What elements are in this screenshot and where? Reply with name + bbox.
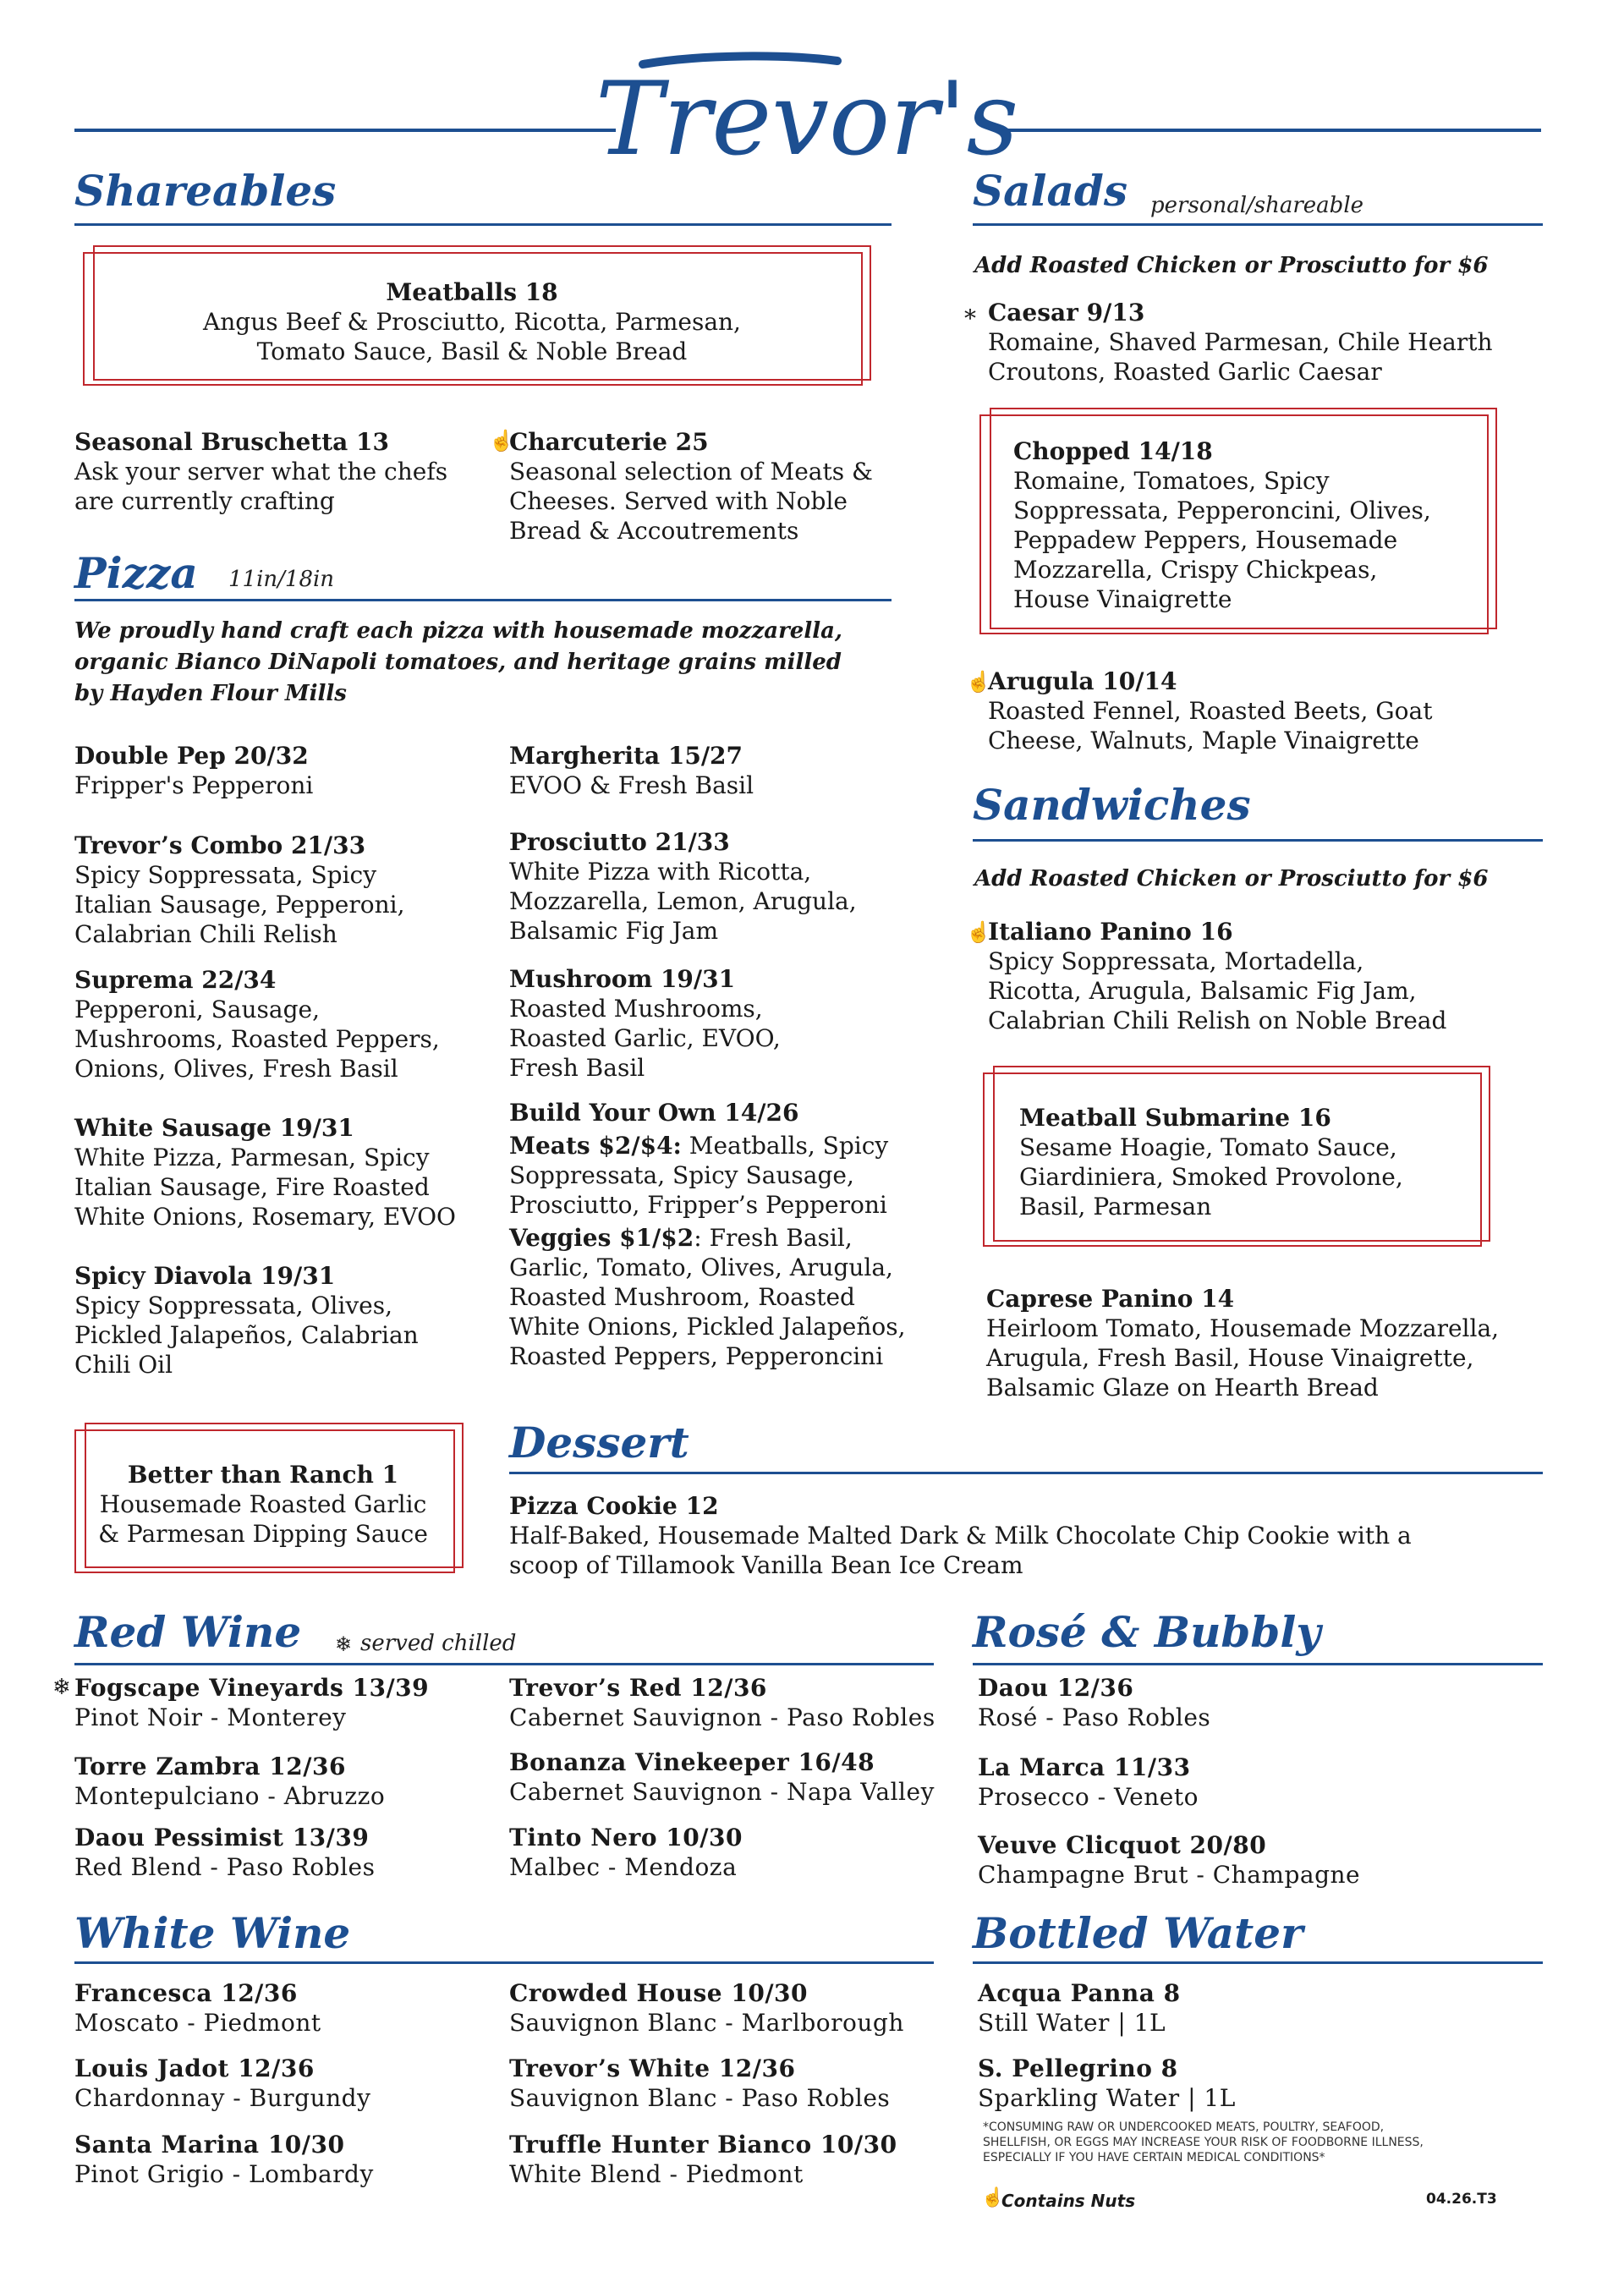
pizza-rule <box>74 599 892 601</box>
wine-trevors-red: Trevor’s Red 12/36 Cabernet Sauvignon - Paso Robles <box>509 1674 935 1731</box>
sandwiches-rule <box>973 839 1543 842</box>
red-wine-rule <box>74 1663 934 1665</box>
wine-santa-marina: Santa Marina 10/30 Pinot Grigio - Lombardy <box>74 2131 374 2188</box>
menu-item-build-your-own: Build Your Own 14/26 Meats $2/$4: Meatballs, Spicy Soppressata, Spicy Sausage, Prosciutto, Fripper’s Pepperoni Veggies $1/$2: Fresh Basil, Garlic, Tomato, Olives, Arugula, Roasted Mushroom, Roasted White Onions, Pickled Jalapeños, Roasted Peppers, Pepperoncini <box>509 1099 906 1370</box>
wine-truffle-hunter: Truffle Hunter Bianco 10/30 White Blend - Piedmont <box>509 2131 897 2188</box>
white-wine-title: White Wine <box>74 1908 351 1958</box>
sandwiches-note: Add Roasted Chicken or Prosciutto for $6 <box>974 866 1489 891</box>
bottled-water-title: Bottled Water <box>973 1908 1303 1958</box>
pizza-note: We proudly hand craft each pizza with housemade mozzarella, organic Bianco DiNapoli tomatoes, and heritage grains milled by Hayden Flour Mills <box>74 618 842 706</box>
contains-nuts-icon: ☝ <box>489 429 514 453</box>
salads-note: Add Roasted Chicken or Prosciutto for $6 <box>974 253 1489 278</box>
salads-title: Salads <box>973 166 1128 216</box>
contains-nuts-icon: ☝ <box>981 2187 1005 2208</box>
menu-item-spicy-diavola: Spicy Diavola 19/31 Spicy Soppressata, Olives, Pickled Jalapeños, Calabrian Chili Oil <box>74 1262 419 1379</box>
white-wine-rule <box>74 1961 934 1964</box>
menu-item-caesar: Caesar 9/13 Romaine, Shaved Parmesan, Chile Hearth Croutons, Roasted Garlic Caesar <box>988 299 1493 386</box>
brand-name: Trevor's <box>595 61 1019 178</box>
menu-code: 04.26.T3 <box>1426 2191 1497 2208</box>
menu-item-ranch: Better than Ranch 1 Housemade Roasted Garlic & Parmesan Dipping Sauce <box>98 1461 428 1548</box>
menu-item-caprese-panino: Caprese Panino 14 Heirloom Tomato, Housemade Mozzarella, Arugula, Fresh Basil, House Vinaigrette, Balsamic Glaze on Hearth Bread <box>986 1285 1500 1402</box>
red-wine-title: Red Wine <box>74 1607 302 1657</box>
raw-warning-mark: * <box>964 304 976 332</box>
menu-item-bruschetta: Seasonal Bruschetta 13 Ask your server what the chefs are currently crafting <box>74 428 448 515</box>
shareables-rule <box>74 223 892 226</box>
snowflake-icon: ❄ <box>52 1675 71 1700</box>
contains-nuts-icon: ☝ <box>966 920 991 944</box>
menu-item-chopped: Chopped 14/18 Romaine, Tomatoes, Spicy Soppressata, Pepperoncini, Olives, Peppadew Peppers, Housemade Mozzarella, Crispy Chickpeas, House Vinaigrette <box>1013 437 1431 613</box>
charcuterie-desc: Seasonal selection of Meats & Cheeses. Served with Noble Bread & Accoutrements <box>509 458 873 545</box>
pizza-title: Pizza <box>74 548 198 598</box>
dessert-rule <box>509 1472 1543 1474</box>
menu-item-italiano-panino: Italiano Panino 16 Spicy Soppressata, Mortadella, Ricotta, Arugula, Balsamic Fig Jam, Calabrian Chili Relish on Noble Bread <box>988 918 1447 1034</box>
menu-item-charcuterie: Charcuterie 25 <box>509 428 709 456</box>
salads-sub: personal/shareable <box>1150 193 1364 218</box>
contains-nuts-label: Contains Nuts <box>1001 2191 1136 2211</box>
wine-trevors-white: Trevor’s White 12/36 Sauvignon Blanc - Paso Robles <box>509 2054 891 2112</box>
wine-veuve-clicquot: Veuve Clicquot 20/80 Champagne Brut - Champagne <box>978 1831 1361 1889</box>
wine-tinto-nero: Tinto Nero 10/30 Malbec - Mendoza <box>509 1824 743 1881</box>
header-rule-right <box>1008 129 1541 132</box>
rose-bubbly-title: Rosé & Bubbly <box>973 1607 1321 1657</box>
brand-logo <box>595 52 1019 196</box>
wine-torre-zambra: Torre Zambra 12/36 Montepulciano - Abruzzo <box>74 1753 386 1810</box>
shareables-title: Shareables <box>74 166 337 216</box>
bottled-water-rule <box>973 1961 1543 1964</box>
menu-item-margherita: Margherita 15/27 EVOO & Fresh Basil <box>509 742 754 799</box>
dessert-title: Dessert <box>509 1418 689 1467</box>
menu-item-meatballs: Meatballs 18 Angus Beef & Prosciutto, Ricotta, Parmesan, Tomato Sauce, Basil & Noble Bread <box>203 278 741 365</box>
red-wine-sub: served chilled <box>360 1631 517 1656</box>
snowflake-icon: ❄ <box>335 1632 353 1656</box>
wine-daou: Daou 12/36 Rosé - Paso Robles <box>978 1674 1211 1731</box>
wine-daou-pessimist: Daou Pessimist 13/39 Red Blend - Paso Robles <box>74 1824 376 1881</box>
header-rule-left <box>74 129 616 132</box>
menu-item-mushroom: Mushroom 19/31 Roasted Mushrooms, Roasted Garlic, EVOO, Fresh Basil <box>509 965 781 1082</box>
wine-la-marca: La Marca 11/33 Prosecco - Veneto <box>978 1753 1199 1811</box>
menu-item-suprema: Suprema 22/34 Pepperoni, Sausage, Mushrooms, Roasted Peppers, Onions, Olives, Fresh Basil <box>74 966 440 1083</box>
wine-crowded-house: Crowded House 10/30 Sauvignon Blanc - Marlborough <box>509 1979 904 2037</box>
water-s-pellegrino: S. Pellegrino 8 Sparkling Water | 1L <box>978 2054 1236 2112</box>
wine-louis-jadot: Louis Jadot 12/36 Chardonnay - Burgundy <box>74 2054 371 2112</box>
wine-bonanza: Bonanza Vinekeeper 16/48 Cabernet Sauvignon - Napa Valley <box>509 1748 935 1806</box>
menu-item-double-pep: Double Pep 20/32 Fripper's Pepperoni <box>74 742 314 799</box>
menu-item-pizza-cookie: Pizza Cookie 12 Half-Baked, Housemade Malted Dark & Milk Chocolate Chip Cookie with a scoop of Tillamook Vanilla Bean Ice Cream <box>509 1492 1412 1579</box>
wine-francesca: Francesca 12/36 Moscato - Piedmont <box>74 1979 321 2037</box>
water-acqua-panna: Acqua Panna 8 Still Water | 1L <box>978 1979 1181 2037</box>
menu-item-meatball-submarine: Meatball Submarine 16 Sesame Hoagie, Tomato Sauce, Giardiniera, Smoked Provolone, Basil, Parmesan <box>1019 1104 1403 1221</box>
menu-item-prosciutto: Prosciutto 21/33 White Pizza with Ricotta, Mozzarella, Lemon, Arugula, Balsamic Fig Jam <box>509 828 857 945</box>
menu-item-trevors-combo: Trevor’s Combo 21/33 Spicy Soppressata, Spicy Italian Sausage, Pepperoni, Calabrian Chili Relish <box>74 831 405 948</box>
menu-item-arugula: Arugula 10/14 Roasted Fennel, Roasted Beets, Goat Cheese, Walnuts, Maple Vinaigrette <box>988 667 1433 754</box>
food-safety-warning: *CONSUMING RAW OR UNDERCOOKED MEATS, POULTRY, SEAFOOD, SHELLFISH, OR EGGS MAY INCREASE YOUR RISK OF FOODBORNE ILLNESS, ESPECIALLY IF YOU HAVE CERTAIN MEDICAL CONDITIONS* <box>983 2120 1424 2164</box>
menu-item-white-sausage: White Sausage 19/31 White Pizza, Parmesan, Spicy Italian Sausage, Fire Roasted White Onions, Rosemary, EVOO <box>74 1114 456 1231</box>
wine-fogscape: Fogscape Vineyards 13/39 Pinot Noir - Monterey <box>74 1674 430 1731</box>
salads-rule <box>973 223 1543 226</box>
sandwiches-title: Sandwiches <box>973 780 1251 830</box>
pizza-sizes: 11in/18in <box>228 567 335 592</box>
rose-bubbly-rule <box>973 1663 1543 1665</box>
contains-nuts-icon: ☝ <box>966 670 991 694</box>
